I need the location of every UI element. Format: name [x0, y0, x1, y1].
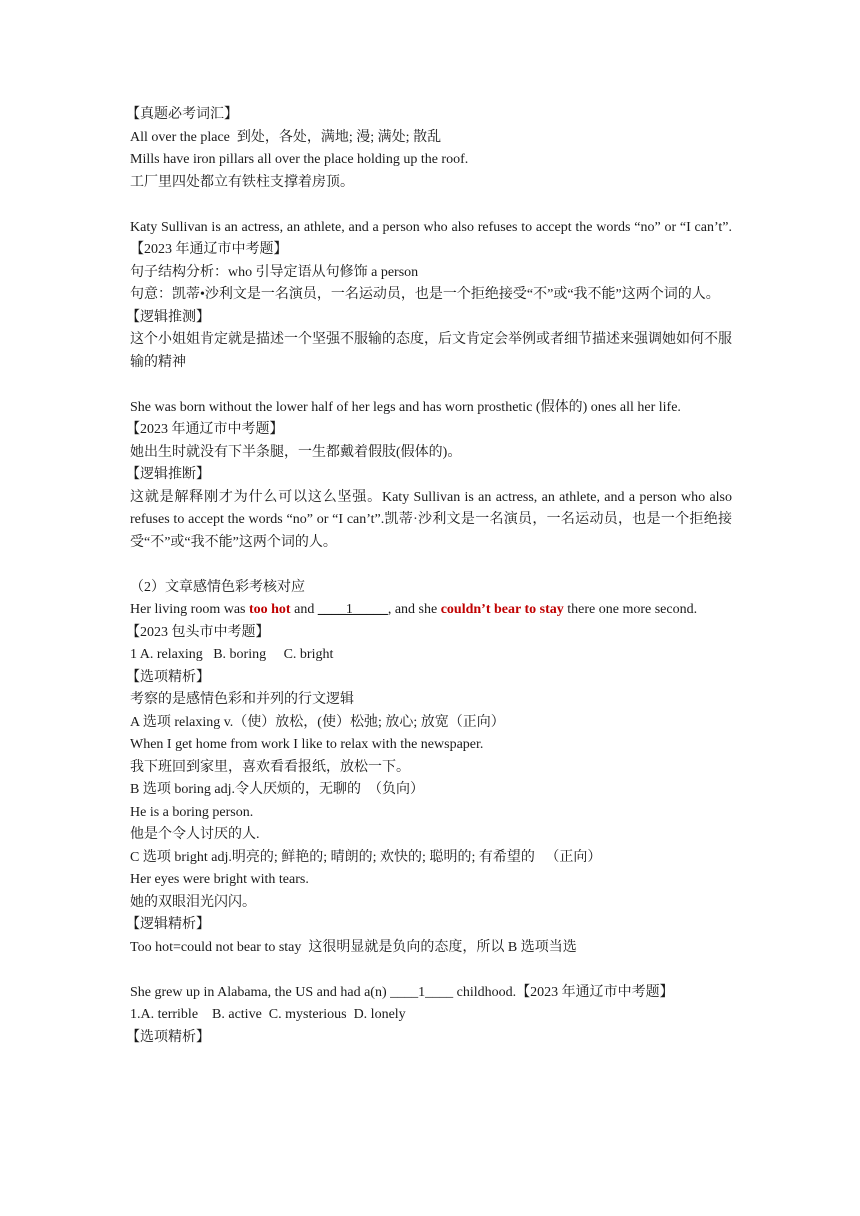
q-text: there one more second.: [563, 602, 698, 617]
logic-guess-text: 这个小姐姐肯定就是描述一个坚强不服输的态度，后文肯定会举例或者细节描述来强调她如何不服输的精神: [130, 332, 732, 370]
spacer: [130, 554, 732, 577]
q-text: , and she: [387, 602, 441, 617]
option-c-example-en: Her eyes were bright with tears.: [130, 872, 309, 887]
logic-guess-heading: 【逻辑推测】: [126, 309, 210, 325]
answer-blank: ____1____: [390, 984, 454, 1000]
section-title: （2）文章感情色彩考核对应: [130, 579, 305, 595]
sentence-katy: [130, 217, 732, 262]
question-source: 【2023 包头市中考题】: [126, 624, 270, 640]
option-analysis-heading-2: 【选项精析】: [126, 1029, 210, 1045]
vocab-entry: All over the place 到处，各处，满地; 漫; 满处; 散乱: [130, 129, 442, 145]
option-a-example-cn: 我下班回到家里，喜欢看看报纸，放松一下。: [130, 759, 410, 775]
keyword-couldnt-bear: couldn’t bear to stay: [440, 602, 564, 617]
logic-infer-heading: 【逻辑推断】: [126, 467, 210, 482]
logic-analysis-text: Too hot=could not bear to stay 这很明显就是负向的态度，所以 B 选项当选: [130, 939, 577, 955]
question-alabama-options: 1.A. terrible B. active C. mysterious D. lonely: [130, 1007, 406, 1022]
q-text: Her living room was: [130, 602, 249, 617]
logic-infer-text: 这就是解释刚才为什么可以这么坚强。Katy Sullivan is an actress, an athlete, and a person who also refuses to accept the words “no” or “I can’t”.凯蒂·沙利文是一名演员，一名运动员，也是一个拒绝接受“不”或“我不能”这两个词的人。: [130, 489, 736, 550]
logic-analysis-heading: 【逻辑精析】: [126, 917, 210, 932]
question-living-room: [130, 599, 732, 622]
q-text: and: [290, 602, 318, 617]
question-alabama-source: 【2023 年通辽市中考题】: [516, 984, 674, 1000]
keyword-too-hot: too hot: [248, 602, 291, 617]
option-c-example-cn: 她的双眼泪光闪闪。: [130, 894, 256, 910]
option-b-example-cn: 他是个令人讨厌的人.: [130, 827, 260, 842]
spacer: [130, 194, 732, 217]
q-text: She grew up in Alabama, the US and had a(n): [130, 984, 391, 1000]
option-analysis-heading: 【选项精析】: [126, 669, 210, 685]
vocab-example-en: Mills have iron pillars all over the place holding up the roof.: [130, 152, 469, 167]
sentence-born-source: 【2023 年通辽市中考题】: [126, 422, 284, 437]
spacer: [130, 959, 732, 982]
sentence-katy-text: Katy Sullivan is an actress, an athlete, and a person who also refuses to accept the words “no” or “I can’t”.: [130, 219, 732, 235]
sentence-meaning: 句意：凯蒂•沙利文是一名演员，一名运动员，也是一个拒绝接受“不”或“我不能”这两个词的人。: [130, 287, 720, 302]
sentence-born: She was born without the lower half of her legs and has worn prosthetic (假体的) ones all her life.: [130, 399, 681, 415]
option-b-example-en: He is a boring person.: [130, 804, 254, 820]
option-b: B 选项 boring adj.令人厌烦的，无聊的 （负向）: [130, 782, 424, 797]
vocab-heading: 【真题必考词汇】: [126, 107, 238, 122]
option-analysis-intro: 考察的是感情色彩和并列的行文逻辑: [130, 692, 354, 707]
spacer: [130, 374, 732, 397]
option-c: C 选项 bright adj.明亮的; 鲜艳的; 晴朗的; 欢快的; 聪明的; 有希望的 （正向）: [130, 849, 602, 865]
answer-blank: ____1_____: [317, 602, 388, 617]
document-page: [126, 104, 736, 1049]
question-options: 1 A. relaxing B. boring C. bright: [130, 647, 334, 662]
q-text: childhood.: [453, 984, 517, 1000]
vocab-example-cn: 工厂里四处都立有铁柱支撑着房顶。: [130, 174, 354, 190]
option-a: A 选项 relaxing v.（使）放松，(使）松弛; 放心; 放宽（正向）: [130, 714, 505, 730]
option-a-example-en: When I get home from work I like to relax with the newspaper.: [130, 737, 484, 752]
sentence-born-translation: 她出生时就没有下半条腿，一生都戴着假肢(假体的)。: [130, 444, 462, 460]
question-alabama: [130, 982, 732, 1005]
structure-analysis: 句子结构分析：who 引导定语从句修饰 a person: [130, 264, 419, 280]
sentence-katy-source: 【2023 年通辽市中考题】: [130, 242, 288, 257]
